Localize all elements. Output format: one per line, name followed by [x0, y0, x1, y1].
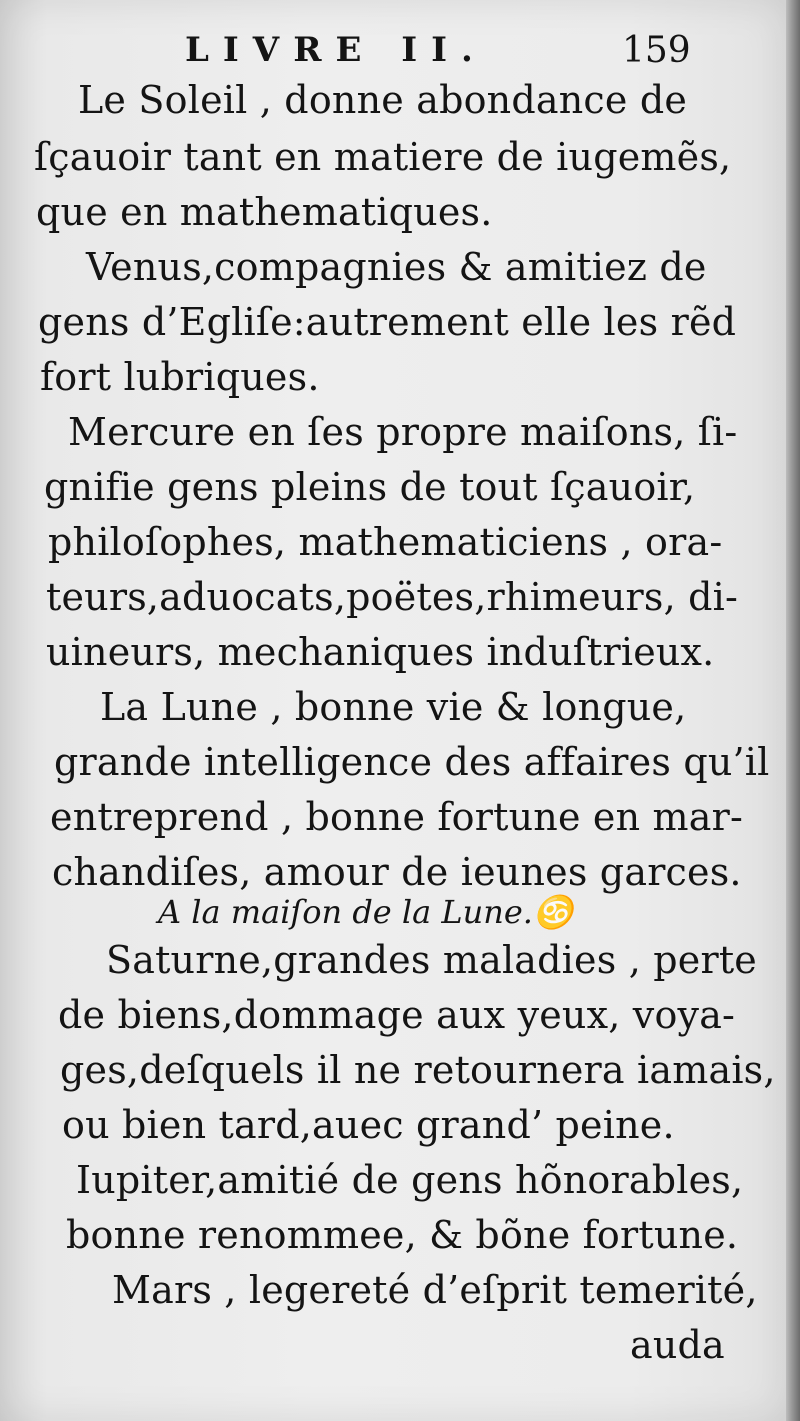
text-line: ges,deſquels il ne retournera iamais, — [60, 1048, 776, 1092]
text-line: ou bien tard,auec grand’ peine. — [62, 1103, 675, 1147]
text-line: philoſophes, mathematiciens , ora- — [48, 520, 723, 564]
text-line: Venus,compagnies & amitiez de — [86, 245, 707, 289]
text-line: Le Soleil , donne abondance de — [78, 78, 688, 122]
text-line: entreprend , bonne fortune en mar- — [50, 795, 744, 839]
text-line: Mars , legereté d’eſprit temerité, — [112, 1268, 758, 1312]
running-head: LIVRE II. — [185, 30, 487, 70]
text-line: grande intelligence des affaires qu’il — [54, 740, 770, 784]
text-line: chandiſes, amour de ieunes garces. — [52, 850, 742, 894]
text-line: bonne renommee, & bõne fortune. — [66, 1213, 739, 1257]
text-line: que en mathematiques. — [36, 190, 493, 234]
page-number: 159 — [622, 30, 691, 71]
section-heading: A la maiſon de la Lune.♋ — [158, 893, 573, 931]
text-line: de biens,dommage aux yeux, voya- — [58, 993, 736, 1037]
text-line: fort lubriques. — [40, 355, 320, 399]
text-line: teurs,aduocats,poëtes,rhimeurs, di- — [46, 575, 739, 619]
text-line: Mercure en ſes propre maiſons, ſi- — [68, 410, 738, 454]
text-line: uineurs, mechaniques induſtrieux. — [46, 630, 715, 674]
text-line: gens d’Egliſe:autrement elle les rẽd — [38, 300, 737, 344]
text-line: Saturne,grandes maladies , perte — [106, 938, 757, 982]
text-line: gnifie gens pleins de tout ſçauoir, — [44, 465, 696, 509]
page-edge — [786, 0, 800, 1421]
text-line: Iupiter,amitié de gens hõnorables, — [76, 1158, 744, 1202]
catchword: auda — [630, 1323, 725, 1367]
text-line: ſçauoir tant en matiere de iugemẽs, — [34, 135, 732, 179]
text-line: La Lune , bonne vie & longue, — [100, 685, 687, 729]
